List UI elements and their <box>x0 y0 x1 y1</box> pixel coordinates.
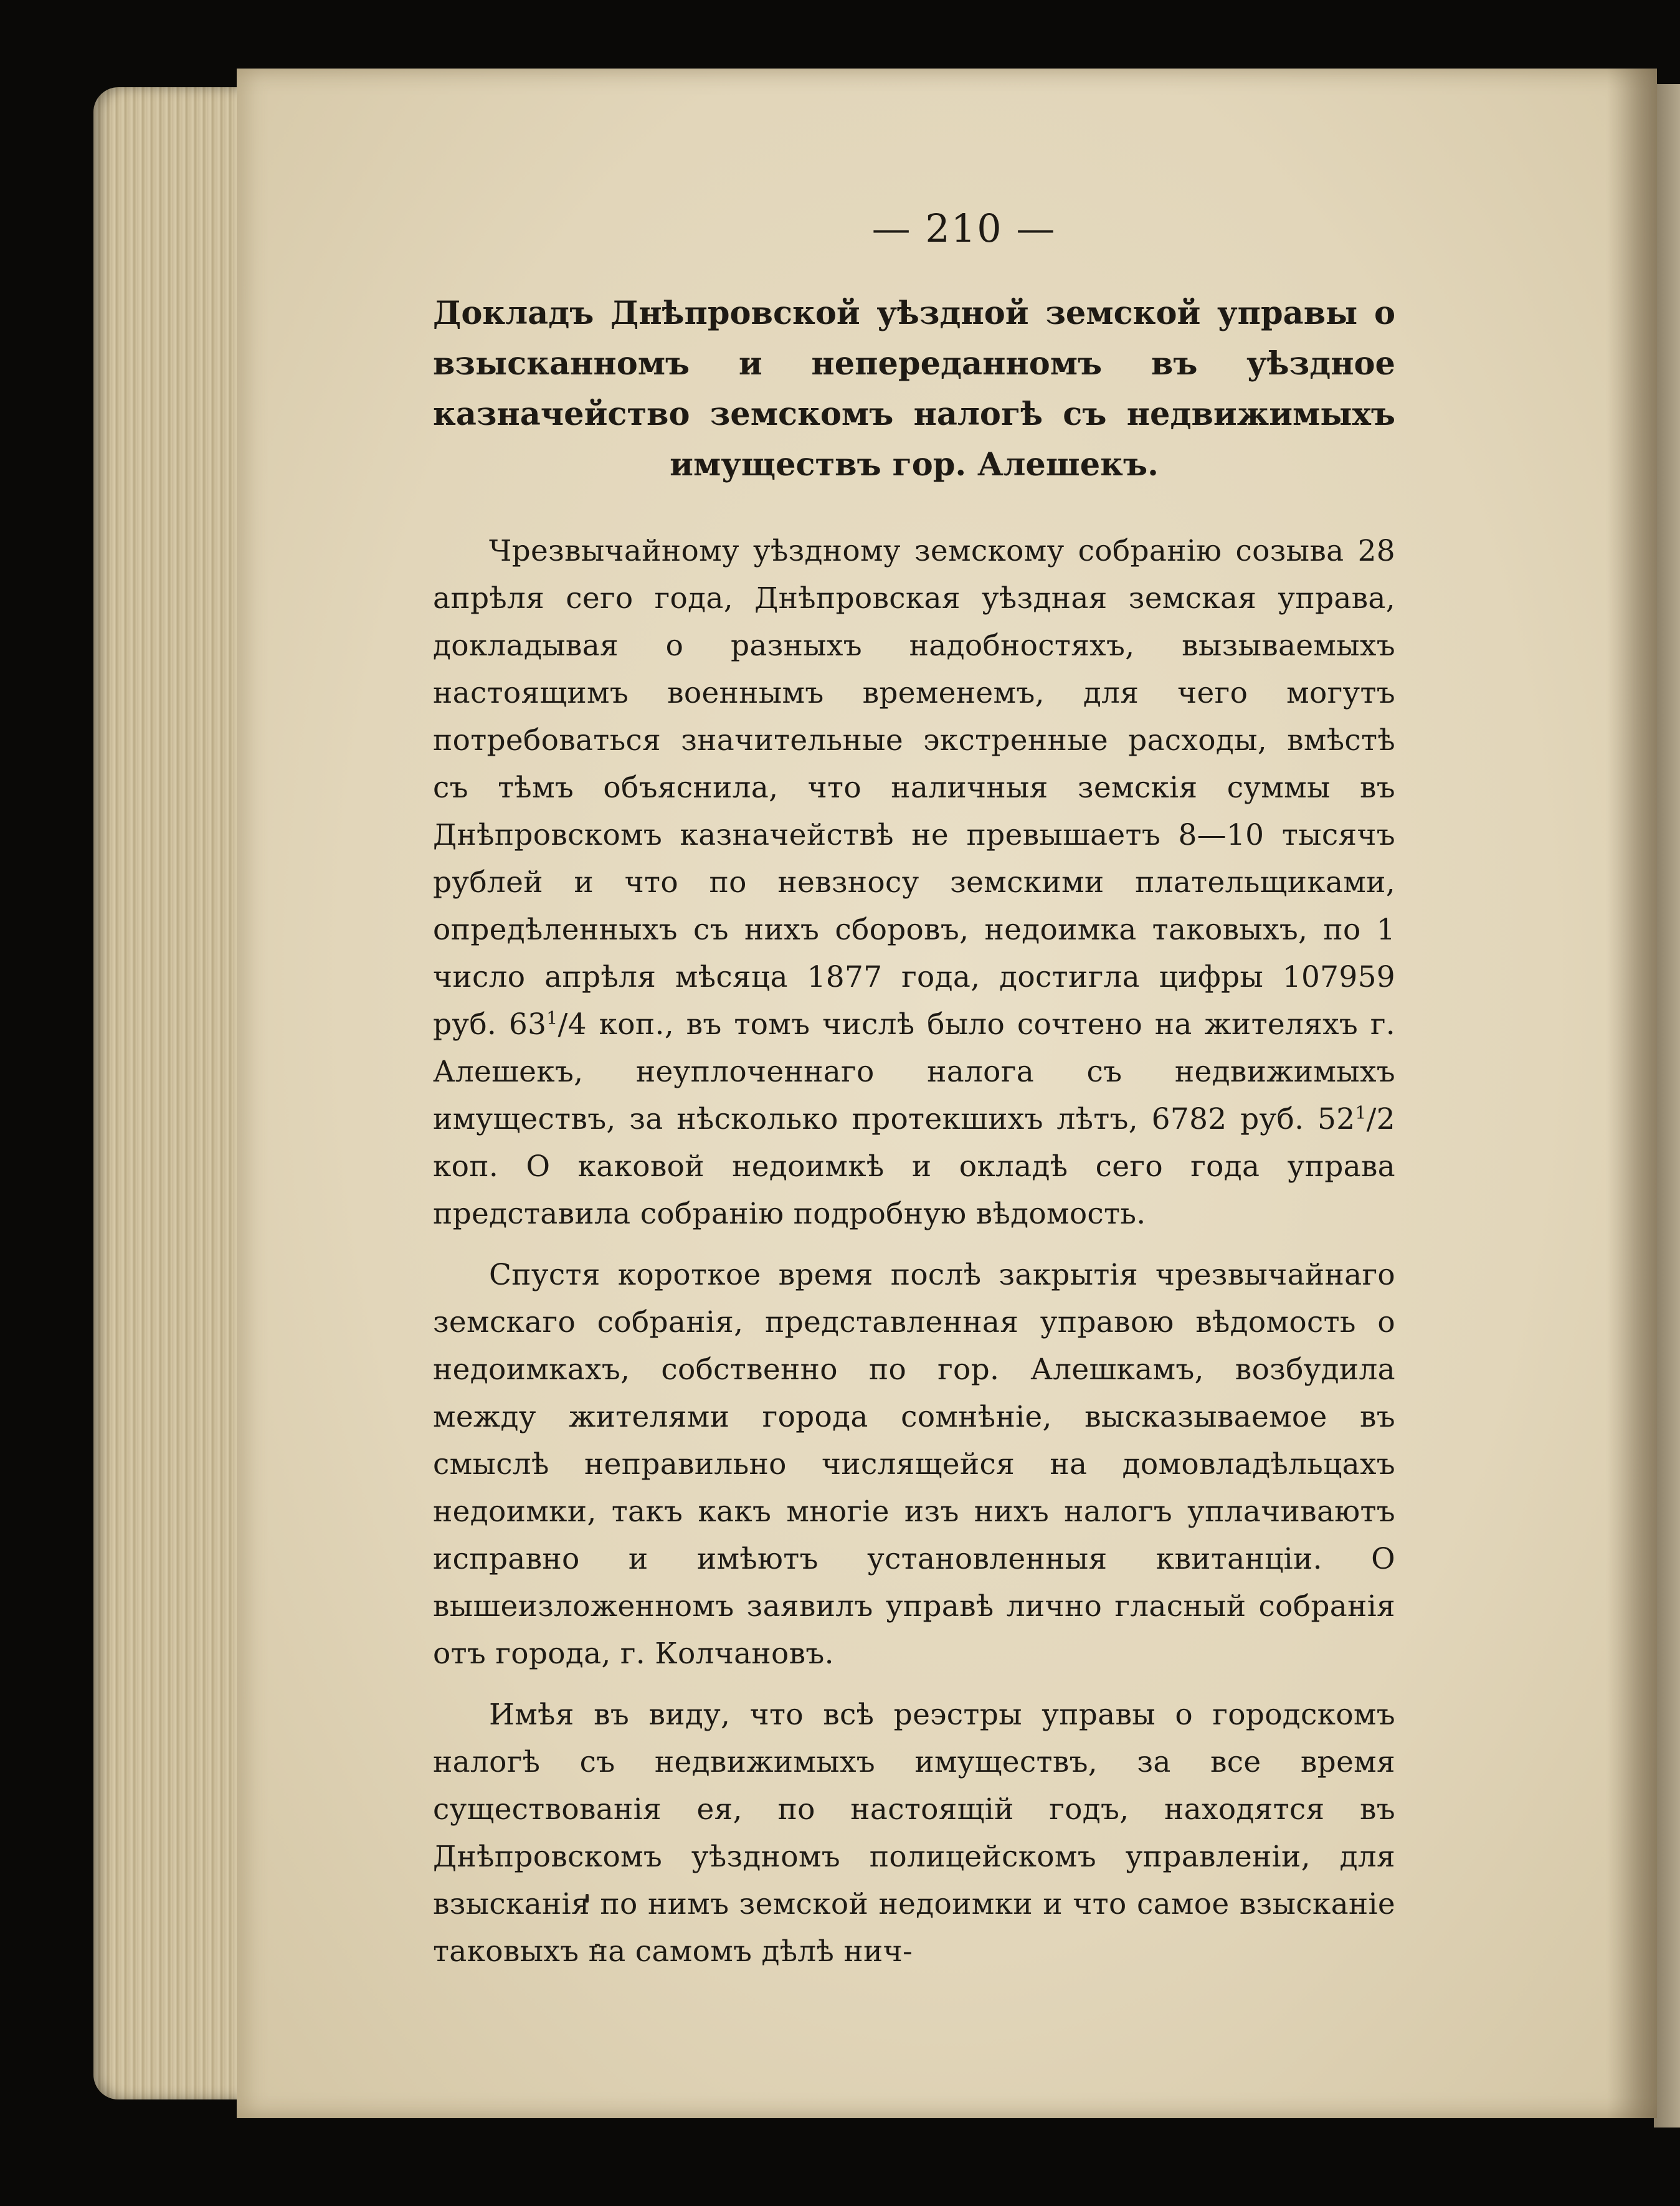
paragraph-3: Имѣя въ виду, что всѣ реэстры управы о городскомъ налогѣ съ недвижимыхъ имуществъ, за все время существованія ея, по настоящій годъ, находятся въ Днѣпровскомъ уѣздномъ полицейскомъ управленіи, для взысканія по нимъ земской недоимки и что самое взысканіе таковыхъ на самомъ дѣлѣ нич- <box>433 1698 1395 1969</box>
page-content <box>433 206 1395 1989</box>
paragraph-1-text: /4 коп., въ томъ числѣ было сочтено на жителяхъ г. Алешекъ, неуплоченнаго налога съ недвижимыхъ имуществъ, за нѣсколько протекшихъ лѣтъ, 6782 руб. 52 <box>433 1007 1396 1136</box>
paragraph-1-text: /2 коп. О каковой недоимкѣ и окладѣ сего года управа представила собранію подробную вѣдомость. <box>433 1102 1395 1231</box>
paragraph-1 <box>433 528 1395 1238</box>
facing-page-edge <box>1654 84 1680 2128</box>
fraction-numerator: 1 <box>546 1007 558 1029</box>
page-edges <box>93 87 255 2099</box>
paragraph-2: Спустя короткое время послѣ закрытія чрезвычайнаго земскаго собранія, представленная управою вѣдомость о недоимкахъ, собственно по гор. Алешкамъ, возбудила между жителями города сомнѣніе, высказываемое въ смыслѣ неправильно числящейся на домовладѣльцахъ недоимки, такъ какъ многіе изъ нихъ налогъ уплачиваютъ исправно и имѣютъ установленныя квитанціи. О вышеизложенномъ заявилъ управѣ лично гласный собранія отъ города, г. Колчановъ. <box>433 1258 1395 1671</box>
fraction-numerator: 1 <box>1355 1102 1367 1123</box>
paragraph-1-text: Чрезвычайному уѣздному земскому собранію созыва 28 апрѣля сего года, Днѣпровская уѣздная земская управа, докладывая о разныхъ надобностяхъ, вызываемыхъ настоящимъ военнымъ временемъ, для чего могутъ потребоваться значительные экстренные расходы, вмѣстѣ съ тѣмъ объяснила, что наличныя земскія суммы въ Днѣпровскомъ казначействѣ не превышаетъ 8—10 тысячъ рублей и что по невзносу земскими плательщиками, опредѣленныхъ съ нихъ сборовъ, недоимка таковыхъ, по 1 число апрѣля мѣсяца 1877 года, достигла цифры 107959 руб. 63 <box>433 534 1395 1042</box>
gutter-shadow <box>1607 69 1657 2118</box>
page-number: — 210 — <box>871 206 1056 251</box>
section-title: Докладъ Днѣпровской уѣздной земской управы о взысканномъ и непереданномъ въ уѣздное казначейство земскомъ налогѣ съ недвижимыхъ имуществъ гор. Алешекъ. <box>433 295 1395 483</box>
